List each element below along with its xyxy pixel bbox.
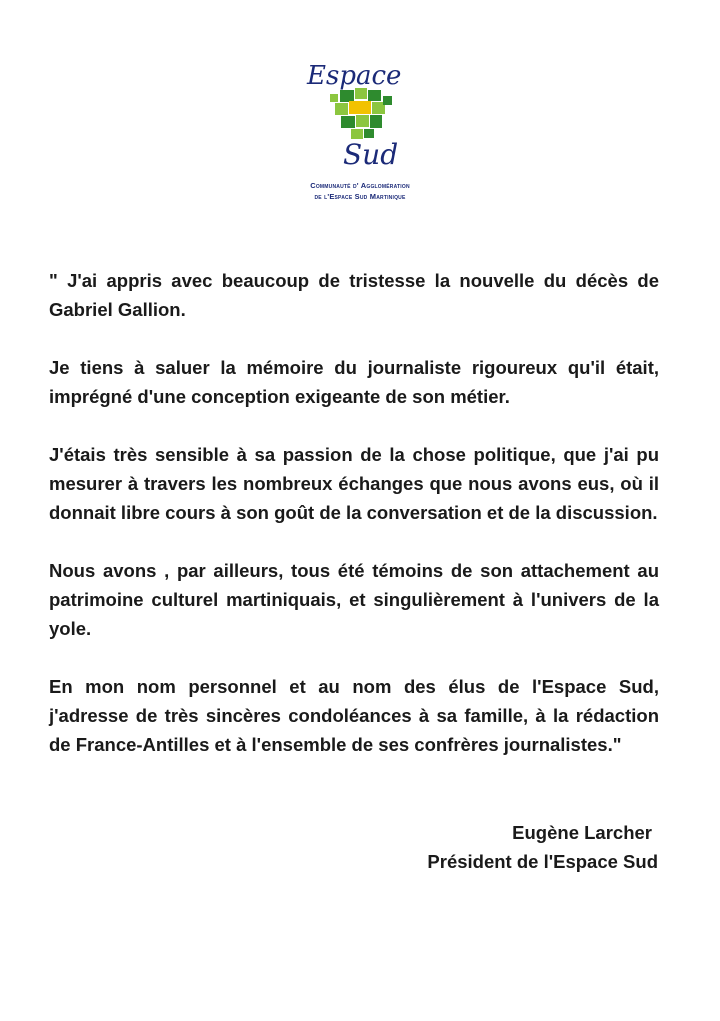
logo-caption-line1: Communauté d' Agglomération — [310, 181, 410, 190]
signature-block — [427, 818, 658, 876]
signature-name: Eugène Larcher — [512, 822, 652, 843]
logo-mosaic — [330, 88, 392, 139]
espace-sud-logo-icon — [285, 52, 435, 172]
letter-body — [49, 266, 659, 788]
letter-paragraph: J'étais très sensible à sa passion de la chose politique, que j'ai pu mesurer à travers les nombreux échanges que nous avons eus, où il donnait libre cours à son goût de la conversation et de la discussion. — [49, 444, 659, 523]
letter-paragraph: " J'ai appris avec beaucoup de tristesse la nouvelle du décès de Gabriel Gallion. — [49, 270, 659, 320]
logo-title-line2: Sud — [343, 138, 399, 171]
logo-title-line1: Espace — [307, 61, 402, 91]
letter-paragraph: Je tiens à saluer la mémoire du journaliste rigoureux qu'il était, imprégné d'une conception exigeante de son métier. — [49, 357, 659, 407]
letter-paragraph: Nous avons , par ailleurs, tous été témoins de son attachement au patrimoine culturel martiniquais, et singulièrement à l'univers de la yole. — [49, 560, 659, 639]
logo-caption-line2: de l'Espace Sud Martinique — [314, 192, 406, 201]
letter-paragraph: En mon nom personnel et au nom des élus de l'Espace Sud, j'adresse de très sincères condoléances à sa famille, à la rédaction de France-Antilles et à l'ensemble de ses confrères journalistes." — [49, 676, 659, 755]
signature-title: Président de l'Espace Sud — [427, 851, 658, 872]
logo — [0, 40, 720, 215]
